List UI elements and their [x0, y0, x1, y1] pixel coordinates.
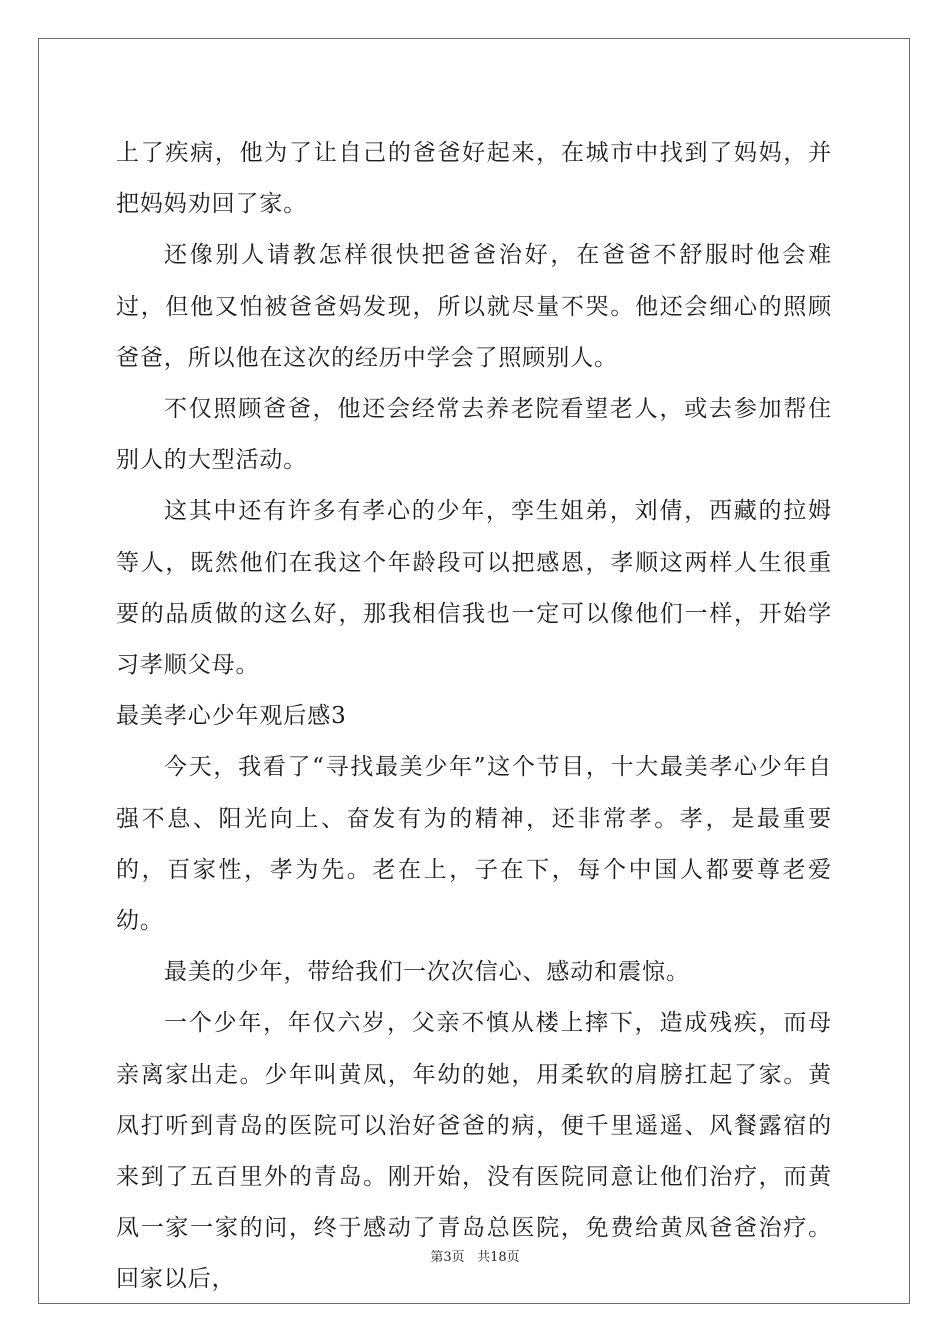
- page-number: 第3页: [430, 1250, 465, 1265]
- document-body: [116, 128, 832, 1306]
- paragraph-2: 还像别人请教怎样很快把爸爸治好，在爸爸不舒服时他会难过，但他又怕被爸爸妈发现，所以就尽量不哭。他还会细心的照顾爸爸，所以他在这次的经历中学会了照顾别人。: [116, 242, 832, 371]
- paragraph-7: 一个少年，年仅六岁，父亲不慎从楼上摔下，造成残疾，而母亲离家出走。少年叫黄凤，年幼的她，用柔软的肩膀扛起了家。黄凤打听到青岛的医院可以治好爸爸的病，便千里遥遥、风餐露宿的来到了五百里外的青岛。刚开始，没有医院同意让他们治疗，而黄凤一家一家的问，终于感动了青岛总医院，免费给黄凤爸爸治疗。回家以后，: [116, 1010, 832, 1293]
- paragraph-6: 最美的少年，带给我们一次次信心、感动和震惊。: [164, 959, 690, 986]
- paragraph-5: 今天，我看了“寻找最美少年”这个节目，十大最美孝心少年自强不息、阳光向上、奋发有为的精神，还非常孝。孝，是最重要的，百家性，孝为先。老在上，子在下，每个中国人都要尊老爱幼。: [116, 754, 832, 935]
- paragraph-3: 不仅照顾爸爸，他还会经常去养老院看望老人，或去参加帮住别人的大型活动。: [116, 396, 832, 474]
- paragraph-1: 上了疾病，他为了让自己的爸爸好起来，在城市中找到了妈妈，并把妈妈劝回了家。: [116, 140, 832, 218]
- page-footer: [0, 1246, 950, 1265]
- paragraph-4: 这其中还有许多有孝心的少年，孪生姐弟，刘倩，西藏的拉姆等人，既然他们在我这个年龄段可以把感恩，孝顺这两样人生很重要的品质做的这么好，那我相信我也一定可以像他们一样，开始学习孝顺父母。: [116, 498, 832, 679]
- page-total: 共18页: [477, 1250, 520, 1265]
- section-heading: 最美孝心少年观后感3: [116, 703, 347, 730]
